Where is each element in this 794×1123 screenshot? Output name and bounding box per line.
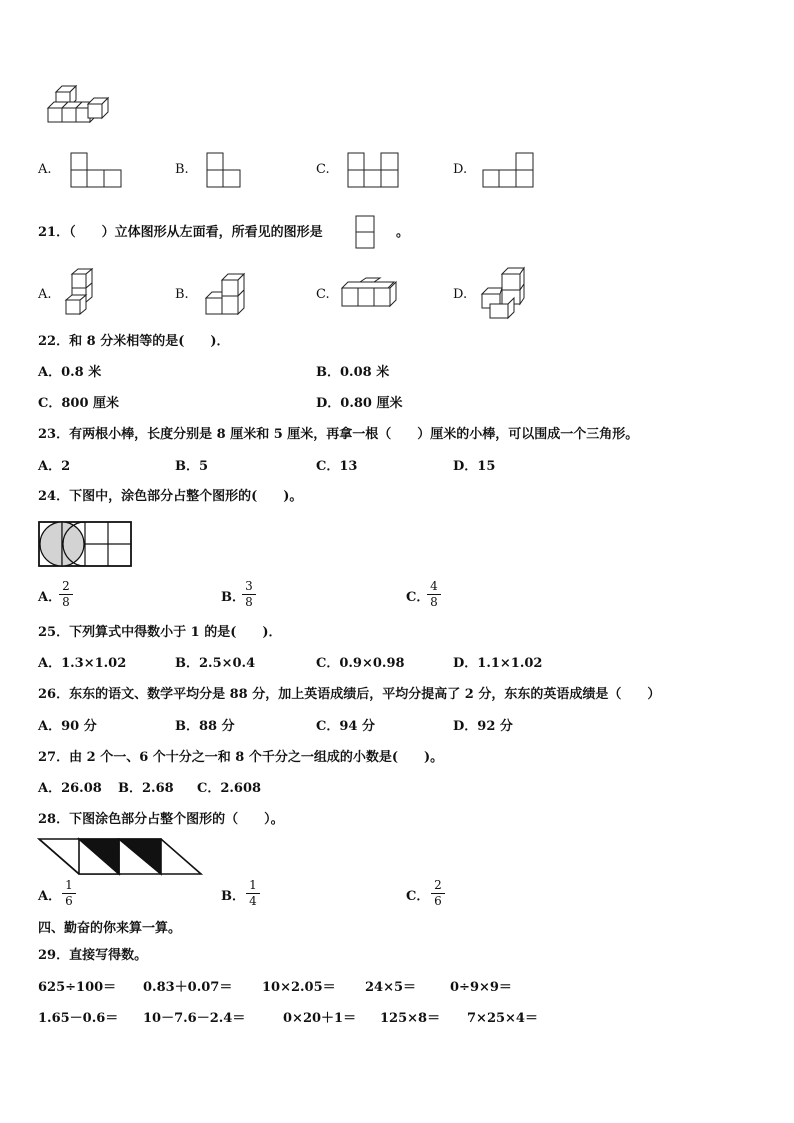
q22-d-label: D． [316,396,341,411]
q24-b-denominator: 8 [245,595,253,609]
q28-stem: 28．下图涂色部分占整个图形的（ ）。 [38,812,284,827]
q22-option-b[interactable] [316,365,389,381]
q28-option-c-fraction[interactable] [431,879,445,908]
q26-b-text: 88 分 [199,719,235,734]
q27-a-label: A． [38,781,62,796]
q21-option-a-label[interactable]: A. [38,287,52,302]
q24-option-b-label[interactable]: B． [221,590,245,605]
q25-option-a[interactable] [38,656,126,672]
q29-row1-item-5: 0÷9×9＝ [450,980,512,995]
q24-option-a-label[interactable]: A． [38,590,62,605]
q21-option-d-label[interactable]: D. [453,287,468,302]
q25-d-text: 1.1×1.02 [477,656,543,671]
q29-row2-item-4: 125×8＝ [380,1011,441,1026]
q20-solid-figure [44,84,108,132]
q27-b-label: B． [118,781,142,796]
q28-a-denominator: 6 [65,894,73,908]
q22-option-c[interactable] [38,396,119,412]
q21-view-figure [355,215,375,249]
q22-c-label: C． [38,396,62,411]
q22-d-text: 0.80 厘米 [340,396,403,411]
q26-a-text: 90 分 [61,719,97,734]
q24-stem: 24．下图中，涂色部分占整个图形的( )。 [38,489,303,504]
q23-option-a[interactable] [38,459,70,475]
q28-a-numerator: 1 [65,878,73,892]
q24-a-denominator: 8 [62,595,70,609]
q29-stem: 29．直接写得数。 [38,948,148,963]
q23-b-text: 5 [199,459,209,474]
q29-row2-item-5: 7×25×4＝ [467,1011,538,1026]
q28-c-denominator: 6 [434,894,442,908]
q26-option-a[interactable] [38,719,97,735]
q25-c-text: 0.9×0.98 [339,656,405,671]
q23-b-label: B． [175,459,199,474]
q23-d-label: D． [453,459,478,474]
q20-option-a-figure [70,152,122,188]
q20-option-d-figure [482,152,534,188]
q29-row2-item-3: 0×20＋1＝ [283,1011,357,1026]
q24-option-c-label[interactable]: C． [406,590,430,605]
q26-option-c[interactable] [316,719,375,735]
q25-option-d[interactable] [453,656,542,672]
q29-row1-item-3: 10×2.05＝ [262,980,336,995]
q23-c-text: 13 [339,459,358,474]
q28-parallelogram-figure [38,838,204,876]
q20-option-d-label[interactable]: D. [453,162,468,177]
q22-option-a[interactable] [38,365,101,381]
q23-option-c[interactable] [316,459,357,475]
q26-b-label: B． [175,719,199,734]
q20-option-c-label[interactable]: C. [316,162,330,177]
q29-row1-item-1: 625÷100＝ [38,980,117,995]
q25-option-c[interactable] [316,656,405,672]
q20-option-b-label[interactable]: B. [175,162,189,177]
q20-option-b-figure [206,152,242,188]
q22-b-label: B． [316,365,340,380]
q26-d-text: 92 分 [477,719,513,734]
q23-a-text: 2 [61,459,71,474]
q28-b-denominator: 4 [249,894,257,908]
q21-option-b-label[interactable]: B. [175,287,189,302]
q26-d-label: D． [453,719,478,734]
q27-c-label: C． [197,781,221,796]
q27-c-text: 2.608 [220,781,262,796]
q27-b-text: 2.68 [142,781,174,796]
q28-option-a-label[interactable]: A． [38,889,62,904]
q24-c-denominator: 8 [430,595,438,609]
q21-stem-end: 。 [396,225,410,240]
q24-option-a-fraction[interactable] [59,580,73,609]
q20-option-a-label[interactable]: A. [38,162,52,177]
q21-option-c-figure [340,278,398,308]
q25-b-label: B． [175,656,199,671]
q24-a-numerator: 2 [62,579,70,593]
q28-b-numerator: 1 [249,878,257,892]
q20-option-c-figure [347,152,399,188]
q25-a-label: A． [38,656,62,671]
q25-a-text: 1.3×1.02 [61,656,127,671]
q28-option-b-fraction[interactable] [246,879,260,908]
q25-c-label: C． [316,656,340,671]
q24-option-c-fraction[interactable] [427,580,441,609]
q21-option-b-figure [204,272,248,316]
q23-option-d[interactable] [453,459,495,475]
q23-c-label: C． [316,459,340,474]
q22-b-text: 0.08 米 [340,365,390,380]
q25-option-b[interactable] [175,656,255,672]
q26-a-label: A． [38,719,62,734]
q27-option-a[interactable] [38,781,102,797]
q26-option-b[interactable] [175,719,235,735]
q26-c-label: C． [316,719,340,734]
q22-a-label: A． [38,365,62,380]
q24-c-numerator: 4 [430,579,438,593]
q24-grid-figure [38,521,134,567]
q26-c-text: 94 分 [339,719,375,734]
q23-option-b[interactable] [175,459,208,475]
q22-stem: 22．和 8 分米相等的是( )． [38,334,230,349]
q27-a-text: 26.08 [61,781,102,796]
q29-row2-item-1: 1.65－0.6＝ [38,1011,119,1026]
q22-c-text: 800 厘米 [61,396,120,411]
q26-stem: 26．东东的语文、数学平均分是 88 分，加上英语成绩后，平均分提高了 2 分，东东的英语成绩是（ ） [38,687,661,702]
q27-option-c[interactable] [197,781,261,797]
q27-option-b[interactable] [118,781,174,797]
q21-stem: 21．（ ）立体图形从左面看，所看见的图形是 [38,225,323,240]
q28-option-b-label[interactable]: B． [221,889,245,904]
q25-d-label: D． [453,656,478,671]
q27-stem: 27．由 2 个一、6 个十分之一和 8 个千分之一组成的小数是( )。 [38,750,444,765]
q25-stem: 25．下列算式中得数小于 1 的是( )． [38,625,282,640]
q22-option-d[interactable] [316,396,402,412]
q24-option-b-fraction[interactable] [242,580,256,609]
q21-option-a-figure [64,268,96,316]
q23-stem: 23．有两根小棒，长度分别是 8 厘米和 5 厘米，再拿一根（ ）厘米的小棒，可以围成一个三角形。 [38,427,639,442]
q21-option-d-figure [478,266,528,320]
section-4-title: 四、勤奋的你来算一算。 [38,921,182,936]
q29-row2-item-2: 10－7.6－2.4＝ [143,1011,246,1026]
q23-a-label: A． [38,459,62,474]
q29-row1-item-4: 24×5＝ [365,980,417,995]
q28-option-c-label[interactable]: C． [406,889,430,904]
q22-a-text: 0.8 米 [61,365,102,380]
q26-option-d[interactable] [453,719,513,735]
q21-option-c-label[interactable]: C. [316,287,330,302]
q28-option-a-fraction[interactable] [62,879,76,908]
q28-c-numerator: 2 [434,878,442,892]
q25-b-text: 2.5×0.4 [199,656,256,671]
q24-b-numerator: 3 [245,579,253,593]
q23-d-text: 15 [477,459,496,474]
q29-row1-item-2: 0.83＋0.07＝ [143,980,233,995]
